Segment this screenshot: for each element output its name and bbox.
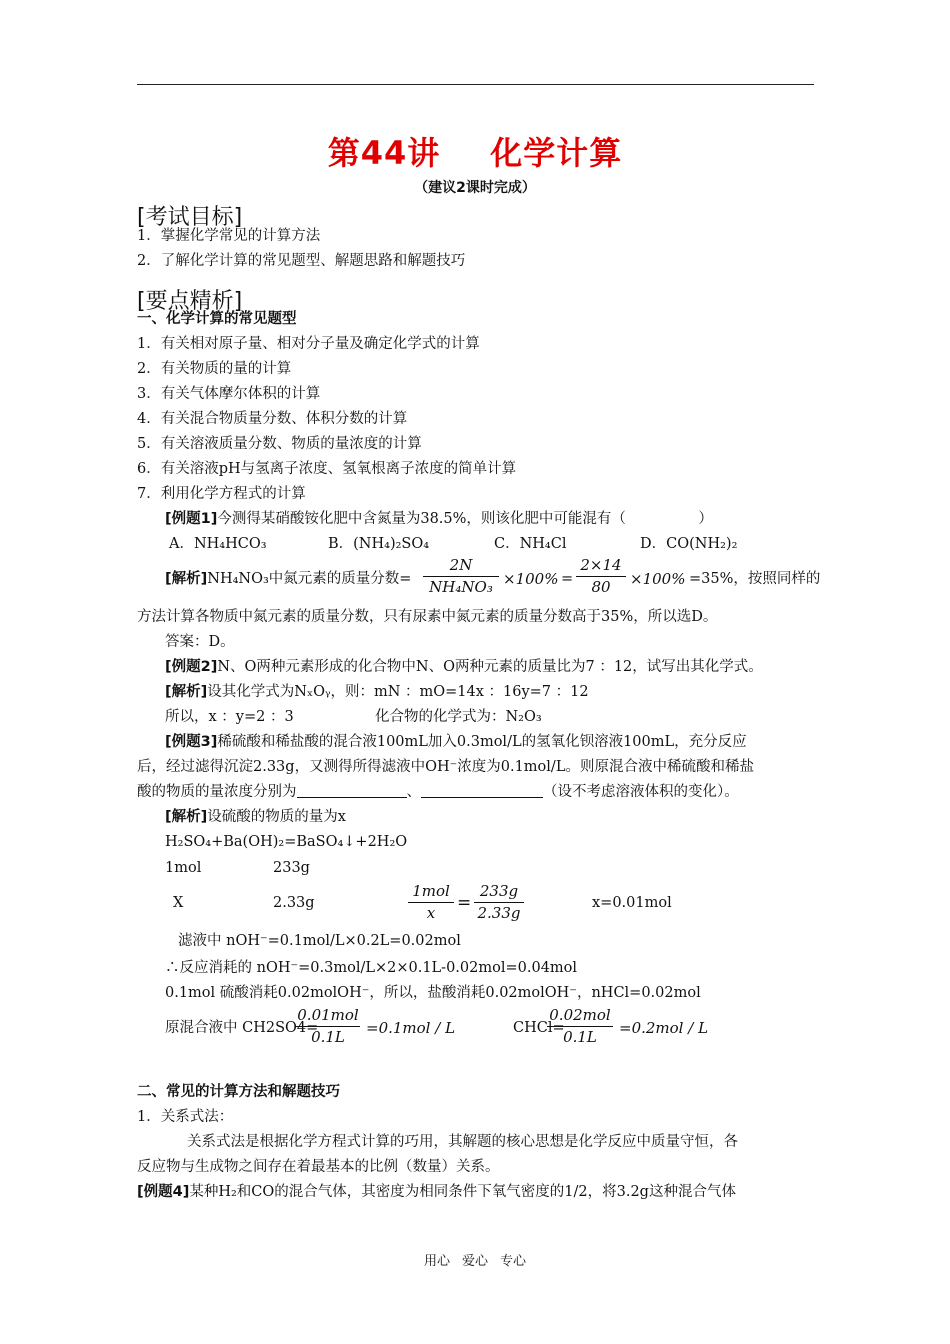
hcl-calc: 0.1mol 硫酸消耗0.02molOH⁻，所以，盐酸消耗0.02molOH⁻，nHCl=0.02mol <box>165 985 701 1001</box>
example-3-text: 酸的物质的量浓度分别为 、 （设不考虑溶液体积的变化）。 <box>137 784 739 800</box>
title-lecture: 第44讲 <box>327 134 441 172</box>
list-item: 2．有关物质的量的计算 <box>137 361 292 377</box>
page-subtitle: （建议2课时完成） <box>414 180 536 196</box>
fraction-233g-over-2-33g: 233g 2.33g <box>474 882 524 923</box>
concentration-label: CHCl= <box>513 1020 565 1036</box>
answer-blank[interactable] <box>297 783 407 798</box>
example-1-text: 今测得某硝酸铵化肥中含氮量为38.5%，则该化肥中可能混有（ ） <box>217 511 713 527</box>
example-4-question <box>137 1182 736 1202</box>
x-result: x=0.01mol <box>592 895 672 911</box>
list-item: 3．有关气体摩尔体积的计算 <box>137 386 321 402</box>
option-c: C．NH₄Cl <box>494 536 567 552</box>
example-2-label: [例题2] <box>165 659 218 675</box>
objective-item: 2．了解化学计算的常见题型、解题思路和解题技巧 <box>137 253 466 269</box>
example-3-text: 后，经过滤得沉淀2.33g，又测得所得滤液中OH⁻浓度为0.1mol/L。则原混合液中稀硫酸和稀盐 <box>137 759 754 775</box>
title-topic: 化学计算 <box>490 134 623 172</box>
option-b: B．(NH₄)₂SO₄ <box>328 536 430 552</box>
method-text: 关系式法是根据化学方程式计算的巧用，其解题的核心思想是化学反应中质量守恒，各 <box>187 1134 738 1150</box>
example-3-label: [例题3] <box>165 734 218 750</box>
mass-value: 233g <box>273 860 310 876</box>
consumed-calc: ∴反应消耗的 nOH⁻=0.3mol/L×2×0.1L-0.02mol=0.04mol <box>165 960 578 976</box>
solution-text: 设硫酸的物质的量为x <box>207 809 346 825</box>
times-100-percent: ×100% <box>503 570 559 588</box>
answer-blank[interactable] <box>421 783 543 798</box>
example-1-question <box>165 509 713 529</box>
header-rule <box>137 84 814 85</box>
fraction-2n-over-nh4no3: 2N NH₄NO₃ <box>423 556 499 597</box>
list-item: 4．有关混合物质量分数、体积分数的计算 <box>137 411 408 427</box>
list-item: 7．利用化学方程式的计算 <box>137 486 306 502</box>
mol-value: 1mol <box>165 860 202 876</box>
ratio-result: 所以，x ：y=2 ：3 <box>165 709 294 725</box>
solution-label: [解析] <box>165 684 208 700</box>
example-2-solution <box>165 682 589 702</box>
page-title <box>0 128 950 174</box>
option-d: D．CO(NH₂)₂ <box>640 536 738 552</box>
fraction-28-over-80: 2×14 80 <box>576 556 626 597</box>
example-2-text: N、O两种元素形成的化合物中N、O两种元素的质量比为7 ：12，试写出其化学式。 <box>217 659 763 675</box>
example-1-solution-start <box>165 569 411 589</box>
equals-sign: = <box>561 571 574 587</box>
example-3-text: 稀硫酸和稀盐酸的混合液100mL加入0.3mol/L的氢氧化钡溶液100mL，充分反应 <box>217 734 747 750</box>
hcl-result: =0.2mol / L <box>619 1019 709 1037</box>
solution-label: [解析] <box>165 571 208 587</box>
fraction-1mol-over-x: 1mol x <box>408 882 454 923</box>
list-item: 6．有关溶液pH与氢离子浓度、氢氧根离子浓度的简单计算 <box>137 461 517 477</box>
method-text: 反应物与生成物之间存在着最基本的比例（数量）关系。 <box>137 1159 500 1175</box>
page-footer: 用心 爱心 专心 <box>423 1254 527 1269</box>
example-3-solution <box>165 807 346 827</box>
formula-result: 化合物的化学式为：N₂O₃ <box>375 709 542 725</box>
example-2-question <box>165 657 763 677</box>
mass-value: 2.33g <box>273 895 315 911</box>
example-4-label: [例题4] <box>137 1184 190 1200</box>
list-item: 1．有关相对原子量、相对分子量及确定化学式的计算 <box>137 336 480 352</box>
example-4-text: 某种H₂和CO的混合气体，其密度为相同条件下氧气密度的1/2，将3.2g这种混合气体 <box>189 1184 736 1200</box>
times-100-percent: ×100% <box>630 570 686 588</box>
part2-heading: 二、常见的计算方法和解题技巧 <box>137 1084 340 1100</box>
list-item: 5．有关溶液质量分数、物质的量浓度的计算 <box>137 436 422 452</box>
answer-text: 答案：D。 <box>165 634 235 650</box>
objective-item: 1．掌握化学常见的计算方法 <box>137 228 321 244</box>
solution-text: 设其化学式为NₓOᵧ，则：mN ：mO=14x ：16y=7 ：12 <box>207 684 589 700</box>
equals-sign: = <box>457 893 472 913</box>
fraction-0-01mol-over-0-1l: 0.01mol 0.1L <box>297 1006 359 1046</box>
section-objectives: [考试目标] <box>137 205 243 230</box>
unknown-x: X <box>173 895 184 911</box>
fraction-0-02mol-over-0-1l: 0.02mol 0.1L <box>547 1006 613 1047</box>
section-keypoints: [要点精析] <box>137 289 243 314</box>
h2so4-result: =0.1mol / L <box>366 1019 456 1037</box>
concentration-label: 原混合液中 CH2SO4= <box>165 1020 319 1036</box>
filtrate-calc: 滤液中 nOH⁻=0.1mol/L×0.2L=0.02mol <box>178 933 461 949</box>
solution-text: =35%，按照同样的 <box>689 571 821 587</box>
reaction-equation: H₂SO₄+Ba(OH)₂=BaSO₄↓+2H₂O <box>165 834 408 850</box>
solution-text: 方法计算各物质中氮元素的质量分数，只有尿素中氮元素的质量分数高于35%，所以选D。 <box>137 609 718 625</box>
solution-text: NH₄NO₃中氮元素的质量分数= <box>207 571 412 587</box>
method-title: 1．关系式法： <box>137 1109 234 1125</box>
example-3-question <box>165 732 747 752</box>
option-a: A．NH₄HCO₃ <box>169 536 267 552</box>
example-1-label: [例题1] <box>165 511 218 527</box>
solution-label: [解析] <box>165 809 208 825</box>
part1-heading: 一、化学计算的常见题型 <box>137 311 297 327</box>
